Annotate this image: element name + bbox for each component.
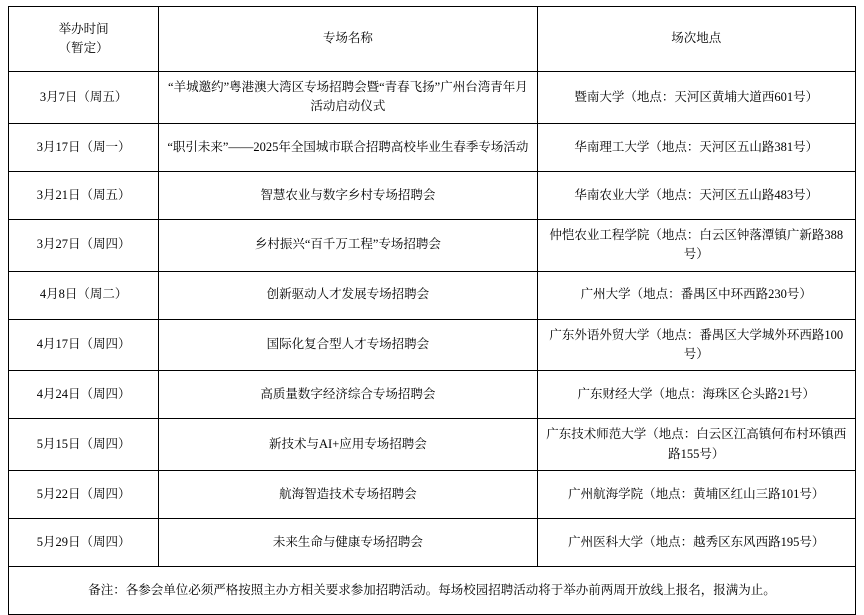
- cell-place: 广东外语外贸大学（地点：番禺区大学城外环西路100号）: [537, 319, 855, 371]
- table-row: [9, 271, 856, 319]
- header-time-line2: （暂定）: [58, 41, 109, 55]
- cell-time: 4月8日（周二）: [9, 271, 159, 319]
- cell-time: 4月24日（周四）: [9, 371, 159, 419]
- header-row: [9, 7, 856, 72]
- table-note: 备注：各参会单位必须严格按照主办方相关要求参加招聘活动。每场校园招聘活动将于举办前两周开放线上报名，报满为止。: [9, 567, 856, 615]
- table-row: [9, 72, 856, 124]
- table-row: [9, 319, 856, 371]
- table-row: [9, 219, 856, 271]
- header-time-line1: 举办时间: [58, 21, 109, 36]
- cell-place: 广州大学（地点：番禺区中环西路230号）: [537, 271, 855, 319]
- cell-time: 5月22日（周四）: [9, 471, 159, 519]
- recruitment-schedule-table: [8, 6, 856, 615]
- cell-place: 广东财经大学（地点：海珠区仑头路21号）: [537, 371, 855, 419]
- cell-place: 广东技术师范大学（地点：白云区江高镇何布村环镇西路155号）: [537, 419, 855, 471]
- table-row: [9, 419, 856, 471]
- header-time: [9, 7, 159, 72]
- cell-place: 华南农业大学（地点：天河区五山路483号）: [537, 171, 855, 219]
- table-body: [9, 72, 856, 615]
- table-row: [9, 171, 856, 219]
- cell-name: 新技术与AI+应用专场招聘会: [159, 419, 537, 471]
- cell-time: 5月15日（周四）: [9, 419, 159, 471]
- cell-place: 华南理工大学（地点：天河区五山路381号）: [537, 123, 855, 171]
- cell-name: 智慧农业与数字乡村专场招聘会: [159, 171, 537, 219]
- cell-place: 广州医科大学（地点：越秀区东风西路195号）: [537, 519, 855, 567]
- cell-time: 3月21日（周五）: [9, 171, 159, 219]
- header-place: 场次地点: [537, 7, 855, 72]
- cell-name: 国际化复合型人才专场招聘会: [159, 319, 537, 371]
- note-row: [9, 567, 856, 615]
- table-header: [9, 7, 856, 72]
- cell-name: 高质量数字经济综合专场招聘会: [159, 371, 537, 419]
- cell-name: 未来生命与健康专场招聘会: [159, 519, 537, 567]
- cell-name: “职引未来”——2025年全国城市联合招聘高校毕业生春季专场活动: [159, 123, 537, 171]
- cell-name: “羊城邀约”粤港澳大湾区专场招聘会暨“青春飞扬”广州台湾青年月活动启动仪式: [159, 72, 537, 124]
- cell-name: 创新驱动人才发展专场招聘会: [159, 271, 537, 319]
- cell-time: 5月29日（周四）: [9, 519, 159, 567]
- cell-time: 3月27日（周四）: [9, 219, 159, 271]
- cell-name: 乡村振兴“百千万工程”专场招聘会: [159, 219, 537, 271]
- cell-place: 仲恺农业工程学院（地点：白云区钟落潭镇广新路388号）: [537, 219, 855, 271]
- table-row: [9, 123, 856, 171]
- cell-place: 暨南大学（地点：天河区黄埔大道西601号）: [537, 72, 855, 124]
- header-name: 专场名称: [159, 7, 537, 72]
- cell-time: 4月17日（周四）: [9, 319, 159, 371]
- cell-time: 3月17日（周一）: [9, 123, 159, 171]
- cell-time: 3月7日（周五）: [9, 72, 159, 124]
- cell-place: 广州航海学院（地点：黄埔区红山三路101号）: [537, 471, 855, 519]
- table-row: [9, 471, 856, 519]
- cell-name: 航海智造技术专场招聘会: [159, 471, 537, 519]
- table-row: [9, 519, 856, 567]
- table-row: [9, 371, 856, 419]
